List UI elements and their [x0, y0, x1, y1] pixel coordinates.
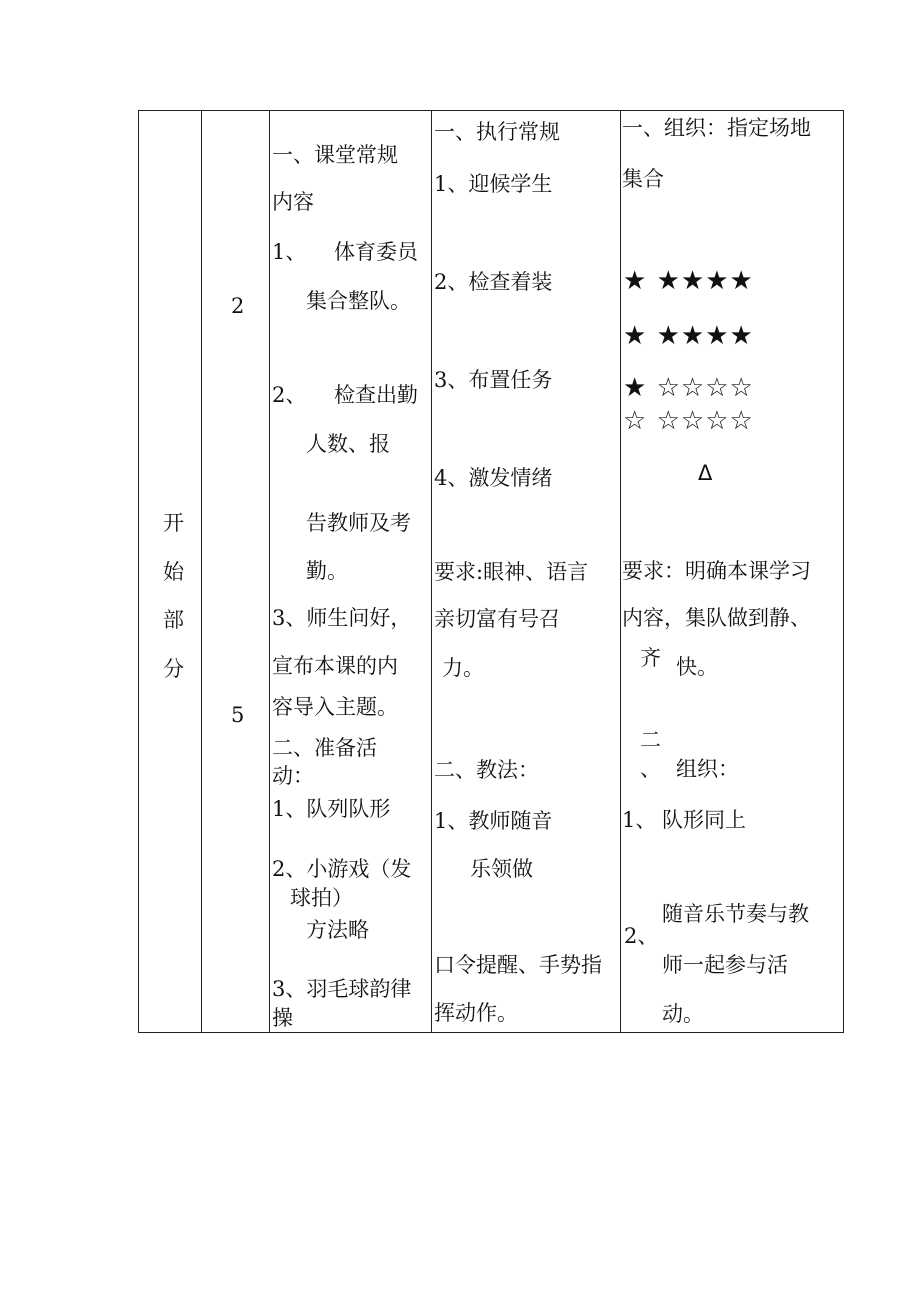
table-bottom-border	[138, 1032, 844, 1033]
content-line: 二、准备活	[272, 736, 377, 760]
content-line: 内容	[272, 190, 314, 214]
organization-line: 内容，集队做到静、	[622, 606, 811, 630]
section-char: 始	[163, 560, 184, 584]
column-divider-4	[620, 110, 621, 1033]
organization-line: 二	[640, 728, 661, 752]
section-char: 开	[163, 511, 184, 535]
content-line: 操	[272, 1006, 293, 1030]
content-line: 宣布本课的内	[272, 654, 398, 678]
teacher-line: 口令提醒、手势指	[434, 953, 602, 977]
content-line: 容导入主题。	[272, 695, 398, 719]
content-line: 体育委员	[334, 240, 418, 264]
organization-line: 、	[640, 757, 661, 781]
content-line: 1、	[272, 240, 307, 264]
organization-line: 要求：明确本课学习	[622, 559, 811, 583]
content-line: 人数、报	[306, 432, 390, 456]
content-line: 3、羽毛球韵律	[272, 977, 412, 1001]
minutes-second: 5	[231, 703, 245, 727]
teacher-position-icon: Δ	[698, 461, 713, 485]
teacher-line: 2、检查着装	[434, 270, 553, 294]
teacher-line: 1、迎候学生	[434, 172, 553, 196]
teacher-line: 二、教法：	[434, 758, 539, 782]
content-line: 集合整队。	[306, 289, 411, 313]
content-line: 检查出勤	[334, 383, 418, 407]
formation-row-2: ★ ★★★★	[623, 321, 754, 351]
organization-line: 师一起参与活	[662, 953, 788, 977]
organization-line: 队形同上	[662, 808, 746, 832]
teacher-line: 1、教师随音	[434, 809, 553, 833]
content-line: 告教师及考	[306, 511, 411, 535]
content-line: 勤。	[306, 559, 348, 583]
teacher-line: 要求:眼神、语言	[434, 560, 589, 584]
content-line: 动：	[272, 764, 314, 788]
formation-row-4: ☆ ☆☆☆☆	[623, 406, 754, 436]
organization-line: 集合	[622, 167, 664, 191]
table-left-border	[138, 110, 139, 1033]
organization-line: 2、	[624, 924, 659, 948]
column-divider-1	[201, 110, 202, 1033]
minutes-first: 2	[231, 294, 245, 318]
formation-row-1: ★ ★★★★	[623, 266, 754, 296]
content-line: 3、师生问好，	[272, 606, 412, 630]
organization-line: 快。	[676, 655, 718, 679]
teacher-line: 力。	[442, 656, 484, 680]
table-top-border	[138, 110, 844, 111]
organization-line: 组织：	[676, 757, 739, 781]
organization-line: 随音乐节奏与教	[662, 902, 809, 926]
content-line: 方法略	[306, 918, 369, 942]
column-divider-3	[431, 110, 432, 1033]
content-line: 1、队列队形	[272, 797, 391, 821]
content-line: 球拍）	[290, 886, 353, 910]
organization-line: 1、	[622, 808, 657, 832]
content-line: 一、课堂常规	[272, 143, 398, 167]
teacher-line: 3、布置任务	[434, 368, 553, 392]
teacher-line: 乐领做	[470, 857, 533, 881]
column-divider-2	[269, 110, 270, 1033]
organization-line: 动。	[662, 1002, 704, 1026]
formation-row-3: ★ ☆☆☆☆	[623, 373, 754, 403]
teacher-line: 亲切富有号召	[434, 607, 560, 631]
organization-line: 一、组织：指定场地	[622, 116, 811, 140]
teacher-line: 挥动作。	[434, 1001, 518, 1025]
section-char: 分	[163, 657, 184, 681]
content-line: 2、小游戏（发	[272, 857, 412, 881]
section-char: 部	[163, 608, 184, 632]
organization-line: 齐	[640, 646, 661, 670]
content-line: 2、	[272, 383, 307, 407]
teacher-line: 一、执行常规	[434, 120, 560, 144]
teacher-line: 4、激发情绪	[434, 466, 553, 490]
table-right-border	[843, 110, 844, 1033]
